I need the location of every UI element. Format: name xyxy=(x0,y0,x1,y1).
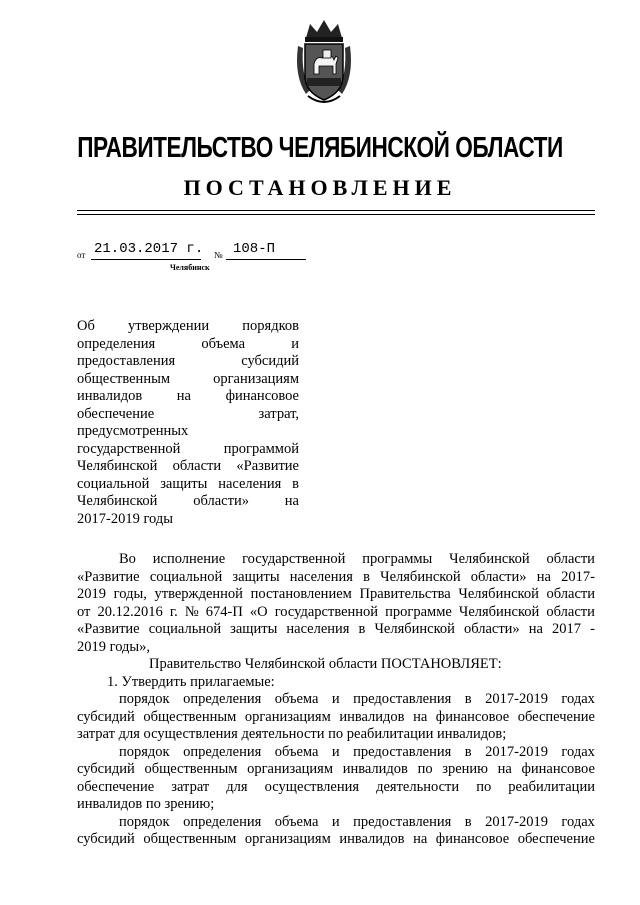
body-word: субсидий xyxy=(77,708,135,725)
body-word: населения xyxy=(289,568,353,585)
body-line xyxy=(77,831,595,849)
subject-word: субсидий xyxy=(241,353,299,369)
body-word: инвалидов по зрению; xyxy=(77,796,215,812)
subject-word: на xyxy=(176,388,191,404)
body-word: предоставления xyxy=(353,813,452,830)
body-line xyxy=(77,621,595,639)
body-word: по xyxy=(417,761,433,777)
subject-word: Об xyxy=(77,318,95,334)
date-label: от xyxy=(77,250,86,260)
body-word: программы xyxy=(362,551,433,567)
body-word: 674-П xyxy=(205,603,243,620)
body-line xyxy=(77,586,595,604)
subject-line xyxy=(77,318,299,336)
body-line xyxy=(77,569,595,587)
body-word: «О xyxy=(249,603,268,620)
body-word: области» xyxy=(463,621,520,637)
subject-word: программой xyxy=(223,440,299,457)
document-type: ПОСТАНОВЛЕНИЕ xyxy=(183,175,457,200)
body-word: объема xyxy=(274,743,319,760)
body-word: на xyxy=(536,568,551,585)
body-word: утвержденной xyxy=(154,586,243,602)
body-word: и xyxy=(331,743,340,760)
body-word: области xyxy=(546,551,595,567)
subject-word: и xyxy=(291,335,299,352)
subject-line xyxy=(77,458,299,476)
body-word: деятельности xyxy=(376,778,460,795)
body-word: на xyxy=(413,708,428,725)
body-word: 2019 xyxy=(77,586,106,602)
body-word: общественным xyxy=(143,831,237,847)
body-word: 2017-2019 xyxy=(485,743,548,760)
body-word: государственной xyxy=(242,551,346,567)
body-word: финансовое xyxy=(435,831,510,847)
body-word: 2017-2019 xyxy=(485,691,548,707)
body-word: обеспечение xyxy=(517,831,595,847)
document-number: 108-П xyxy=(233,241,276,257)
body-word: осуществления xyxy=(264,778,360,795)
body-word: затрат для осуществления деятельности по реабилитации инвалидов; xyxy=(77,726,507,742)
subject-word: населения xyxy=(218,475,282,492)
body-word: Правительства xyxy=(359,586,451,602)
body-word: Челябинской xyxy=(380,568,461,585)
subject-word: в xyxy=(292,475,299,492)
body-word: объема xyxy=(274,813,319,830)
body-word: 2017-2019 xyxy=(485,813,548,830)
body-line xyxy=(77,639,595,657)
body-word: 1. Утвердить прилагаемые: xyxy=(107,673,275,690)
body-line xyxy=(77,551,595,569)
body-word: финансовое xyxy=(435,708,510,725)
body-word: годах xyxy=(561,743,595,760)
body-line xyxy=(77,744,595,762)
body-word: инвалидов xyxy=(342,761,408,777)
body-line xyxy=(77,691,595,709)
body-word: Челябинской xyxy=(374,621,455,637)
body-word: Челябинской xyxy=(458,603,540,620)
subject-word: на xyxy=(284,493,299,509)
body-word: программе xyxy=(385,603,452,620)
body-word: постановлением xyxy=(250,586,352,602)
body-word: порядок xyxy=(119,813,170,830)
body-line xyxy=(77,779,595,797)
subject-word: объема xyxy=(201,335,246,352)
subject-word: утверждении xyxy=(127,318,210,334)
subject-line xyxy=(77,493,299,511)
body-word: порядок xyxy=(119,691,170,707)
subject-word: защиты xyxy=(160,475,208,492)
body-word: социальной xyxy=(149,568,223,585)
body-line xyxy=(77,796,595,814)
body-word: инвалидов xyxy=(339,831,405,847)
body-word: предоставления xyxy=(353,743,452,760)
body-word: в xyxy=(363,568,370,585)
body-line xyxy=(77,726,595,744)
subject-word: инвалидов xyxy=(77,388,143,404)
body-word: Челябинской xyxy=(458,586,539,602)
body-word: определения xyxy=(183,813,262,830)
subject-word: определения xyxy=(77,335,156,352)
body-word: на xyxy=(413,831,428,847)
body-word: субсидий xyxy=(77,831,135,847)
subject-word: области xyxy=(172,458,222,474)
document-date: 21.03.2017 г. xyxy=(94,241,204,257)
body-word: 20.12.2016 xyxy=(97,603,163,620)
body-word: - xyxy=(590,621,595,637)
body-word: затрат xyxy=(171,778,210,795)
body-word: обеспечение xyxy=(517,708,595,725)
subject-word: области» xyxy=(193,493,249,509)
subject-word: организациям xyxy=(213,370,299,387)
body-word: годах xyxy=(561,691,595,707)
body-word: объема xyxy=(274,691,319,707)
body-word: субсидий xyxy=(77,761,135,777)
body-word: реабилитации xyxy=(508,778,595,795)
body-word: исполнение xyxy=(152,551,226,567)
body-line xyxy=(77,656,595,674)
body-word: порядок xyxy=(119,743,170,760)
body-word: в xyxy=(464,691,472,707)
body-word: организациям xyxy=(247,761,334,777)
subject-word: предусмотренных xyxy=(77,423,189,439)
body-word: в xyxy=(358,621,366,637)
document-body xyxy=(77,551,595,849)
subject-line xyxy=(77,423,299,441)
body-word: № xyxy=(184,603,199,620)
body-word: 2017 xyxy=(552,621,582,637)
body-word: определения xyxy=(183,743,262,760)
body-word: «Развитие xyxy=(77,621,140,637)
government-title: ПРАВИТЕЛЬСТВО ЧЕЛЯБИНСКОЙ ОБЛАСТИ xyxy=(77,132,563,164)
subject-line xyxy=(77,406,299,424)
number-label: № xyxy=(214,250,223,260)
body-word: Во xyxy=(119,551,136,567)
number-underline xyxy=(226,259,306,260)
body-word: Челябинской xyxy=(449,551,530,567)
body-word: по xyxy=(476,778,492,795)
body-word: инвалидов xyxy=(339,708,405,725)
coat-of-arms-icon xyxy=(292,16,356,104)
header-rule-thin xyxy=(77,214,595,215)
subject-word: 2017-2019 годы xyxy=(77,510,173,527)
subject-line xyxy=(77,336,299,354)
body-word: общественным xyxy=(143,708,237,725)
body-line xyxy=(77,709,595,727)
body-word: области xyxy=(546,603,595,620)
body-word: защиты xyxy=(230,621,278,637)
body-word: организациям xyxy=(244,708,331,725)
subject-word: общественным xyxy=(77,370,170,387)
date-underline xyxy=(91,259,201,260)
subject-line xyxy=(77,441,299,459)
subject-word: порядков xyxy=(242,318,299,334)
subject-word: предоставления xyxy=(77,353,176,369)
subject-word: государственной xyxy=(77,440,181,457)
body-word: определения xyxy=(183,691,262,707)
body-word: годах xyxy=(561,813,595,830)
body-word: социальной xyxy=(148,621,222,637)
body-word: в xyxy=(464,813,472,830)
document-subject xyxy=(77,318,299,528)
body-word: общественным xyxy=(144,761,238,777)
body-word: обеспечение xyxy=(77,778,155,795)
body-word: финансовое xyxy=(521,761,595,777)
body-word: предоставления xyxy=(353,691,452,707)
subject-word: обеспечение xyxy=(77,405,155,422)
body-word: защиты xyxy=(232,568,280,585)
body-word: от xyxy=(77,603,91,620)
subject-line xyxy=(77,353,299,371)
body-word: населения xyxy=(286,621,350,637)
body-word: зрению xyxy=(442,761,488,777)
body-word: «Развитие xyxy=(77,568,140,585)
document-city: Челябинск xyxy=(170,263,210,272)
subject-line xyxy=(77,511,299,529)
subject-line xyxy=(77,371,299,389)
body-word: 2017- xyxy=(561,568,595,585)
subject-word: Челябинской xyxy=(77,458,158,474)
body-word: 2019 годы», xyxy=(77,638,151,655)
subject-word: Челябинской xyxy=(77,493,158,509)
body-word: области xyxy=(546,586,595,602)
body-word: организациям xyxy=(244,831,331,847)
header-rule-thick xyxy=(77,210,595,211)
body-line xyxy=(77,674,595,692)
subject-line xyxy=(77,476,299,494)
body-word: и xyxy=(331,691,340,707)
body-word: государственной xyxy=(274,603,379,620)
body-word: годы, xyxy=(113,586,147,602)
subject-line xyxy=(77,388,299,406)
body-line xyxy=(77,814,595,832)
body-word: области» xyxy=(470,568,527,585)
subject-word: социальной xyxy=(77,475,150,492)
subject-word: «Развитие xyxy=(236,458,299,474)
subject-word: финансовое xyxy=(225,388,299,404)
body-word: на xyxy=(528,621,543,637)
body-word: для xyxy=(226,778,248,795)
body-word: на xyxy=(497,761,512,777)
subject-word: затрат, xyxy=(258,405,299,422)
body-word: в xyxy=(464,743,472,760)
body-word: Правительство Челябинской области ПОСТАНОВЛЯЕТ: xyxy=(149,656,502,672)
body-word: г. xyxy=(169,603,178,620)
body-line xyxy=(77,604,595,622)
body-word: и xyxy=(331,813,340,830)
body-line xyxy=(77,761,595,779)
